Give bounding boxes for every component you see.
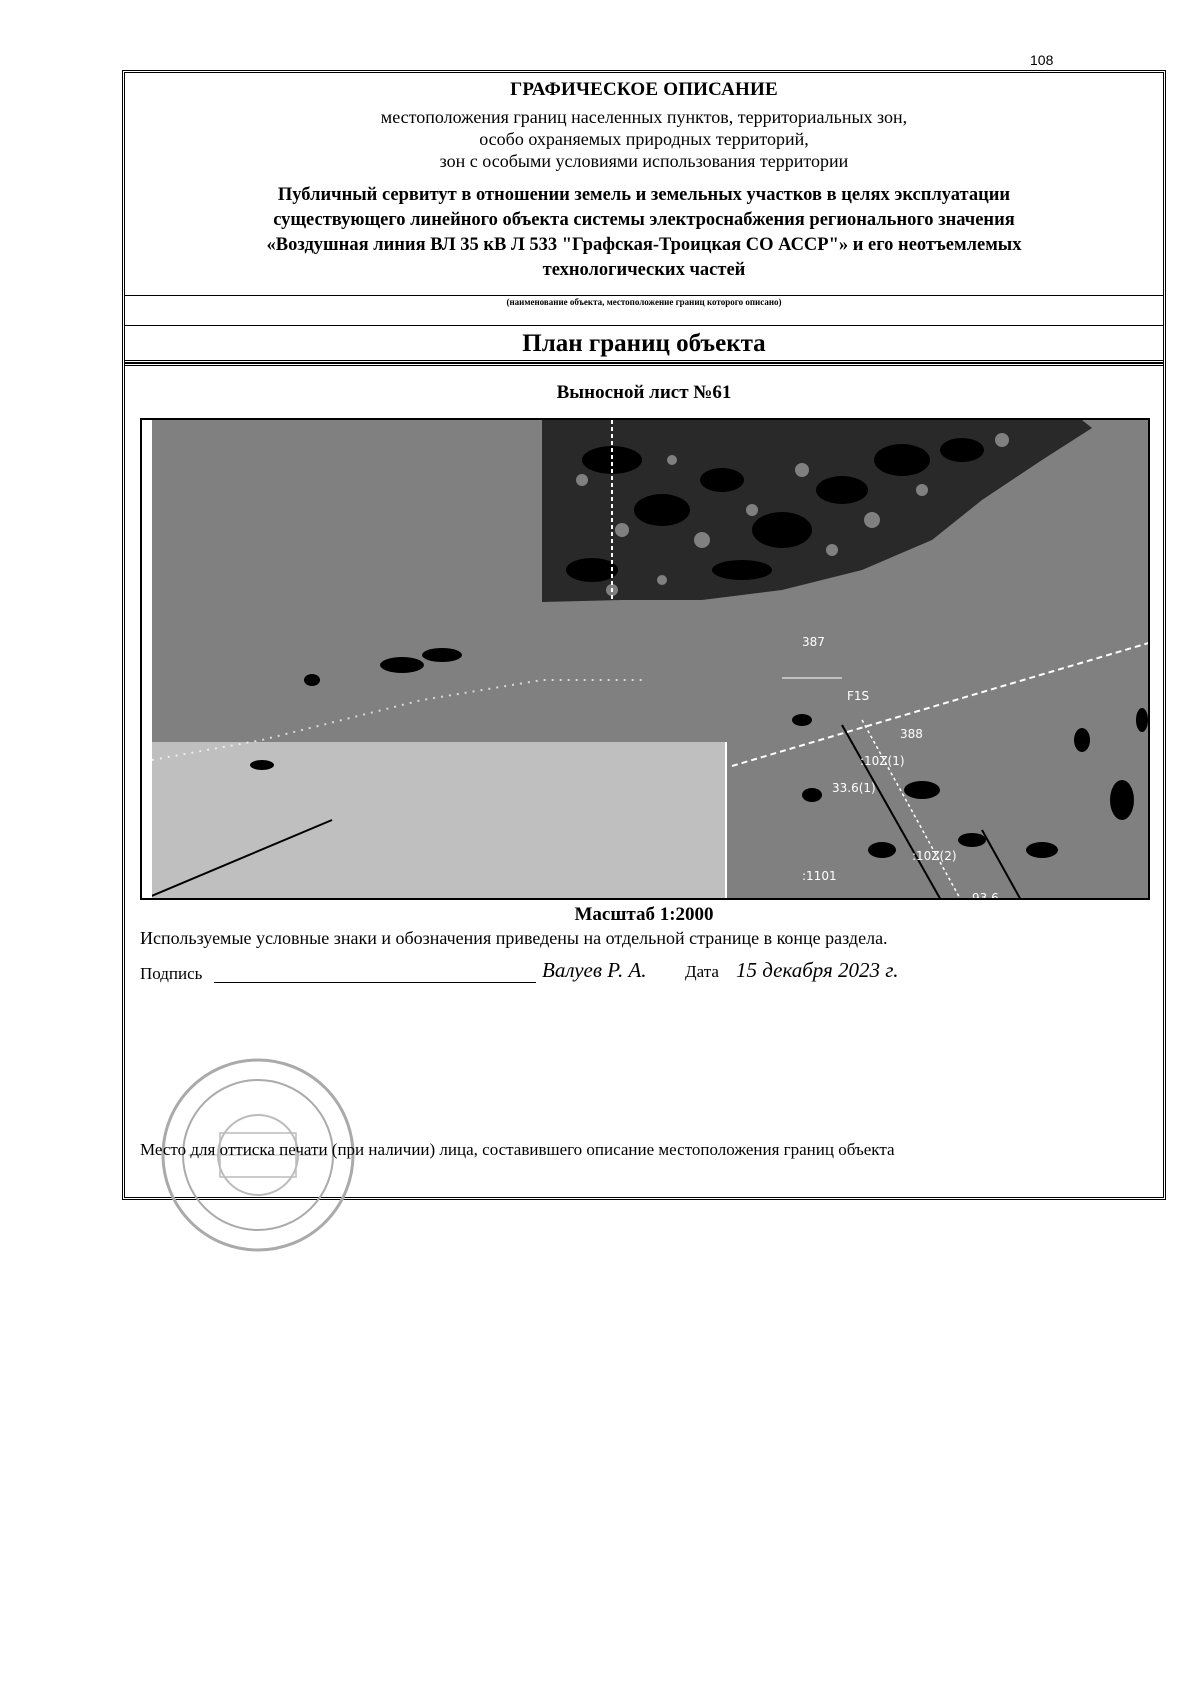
subtitle-line-1: местоположения границ населенных пунктов, территориальных зон, [380,107,908,127]
subtitle-line-2: особо охраняемых природных территорий, [479,129,809,149]
signer-name: Валуев Р. А. [542,958,647,982]
signature-line [214,982,536,983]
object-line-1: Публичный сервитут в отношении земель и земельных участков в целях эксплуатации [277,185,1011,205]
label-parcel-2: :10Z(2) [912,849,957,863]
label-33-6: 33.6(1) [832,781,876,795]
light-block [142,742,726,900]
document-header [125,73,1163,363]
label-parcel-1: :10Z(1) [860,754,905,768]
signature-label: Подпись [140,964,203,983]
object-line-2: существующего линейного объекта системы электроснабжения регионального значения [273,210,1015,230]
page-number: 108 [1030,52,1054,68]
stamp-note: Место для оттиска печати (при наличии) лица, составившего описание местоположения границ объекта [140,1140,895,1159]
subtitle-line-3: зон с особыми условиями использования территории [439,151,849,171]
object-line-4: технологических частей [542,260,746,280]
header-divider [125,295,1163,296]
plan-title: План границ объекта [522,330,766,357]
signature-row [140,958,1140,988]
document-title: ГРАФИЧЕСКОЕ ОПИСАНИЕ [510,79,778,100]
label-387: 387 [802,635,825,649]
legend-note: Используемые условные знаки и обозначения приведены на отдельной странице в конце раздела. [140,928,888,948]
map-image [142,420,1150,900]
label-93-6: 93.6 [972,891,999,902]
date-label: Дата [685,962,719,981]
sheet-title: Выносной лист №61 [556,382,732,403]
date-value: 15 декабря 2023 г. [736,958,899,982]
label-fig: F1S [847,689,870,703]
header-divider-2 [125,325,1163,326]
plan-divider [125,363,1163,366]
object-line-3: «Воздушная линия ВЛ 35 кВ Л 533 "Графская-Троицкая СО АССР"» и его неотъемлемых [266,235,1022,255]
label-1101: :1101 [802,869,837,883]
boundary-map[interactable] [140,418,1150,900]
map-scale: Масштаб 1:2000 [574,904,714,925]
object-note: (наименование объекта, местоположение границ которого описано) [506,297,782,307]
label-388: 388 [900,727,923,741]
